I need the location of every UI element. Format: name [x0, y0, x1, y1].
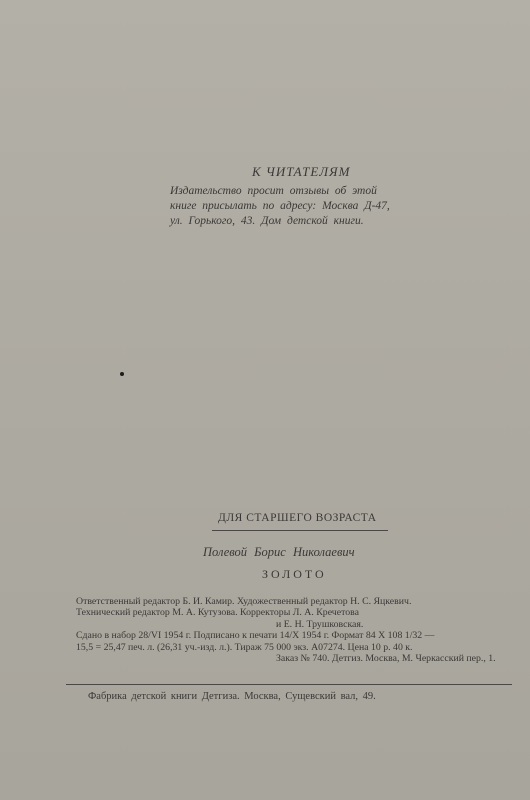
- book-title: ЗОЛОТО: [262, 567, 327, 581]
- imprint-line: Технический редактор М. А. Кутузова. Корректоры Л. А. Кречетова: [76, 607, 359, 619]
- age-group-label: ДЛЯ СТАРШЕГО ВОЗРАСТА: [218, 512, 377, 524]
- imprint-line: Ответственный редактор Б. И. Камир. Художественный редактор Н. С. Яцкевич.: [76, 596, 412, 607]
- reader-notice-heading: К ЧИТАТЕЛЯМ: [252, 164, 351, 179]
- author-name: Полевой Борис Николаевич: [203, 545, 355, 559]
- reader-notice-line: книге присылать по адресу: Москва Д-47,: [170, 200, 390, 212]
- ink-speck: [120, 372, 124, 376]
- imprint-line: 15,5 = 25,47 печ. л. (26,31 уч.-изд. л.). Тираж 75 000 экз. А07274. Цена 10 р. 40 к.: [76, 641, 413, 653]
- age-group-underline: [212, 530, 388, 531]
- reader-notice-line: ул. Горького, 43. Дом детской книги.: [170, 215, 364, 227]
- bottom-divider: [66, 684, 512, 685]
- reader-notice-line: Издательство просит отзывы об этой: [170, 185, 377, 197]
- imprint-block: [76, 596, 518, 664]
- printing-factory: Фабрика детской книги Детгиза. Москва, Сущевский вал, 49.: [88, 691, 376, 702]
- imprint-line: Сдано в набор 28/VI 1954 г. Подписано к печати 14/X 1954 г. Формат 84 X 108 1/32 —: [76, 630, 435, 642]
- imprint-line: и Е. Н. Трушковская.: [276, 618, 364, 630]
- reader-notice-text: [170, 184, 440, 229]
- imprint-line: Заказ № 740. Детгиз. Москва, М. Черкасский пер., 1.: [276, 653, 496, 665]
